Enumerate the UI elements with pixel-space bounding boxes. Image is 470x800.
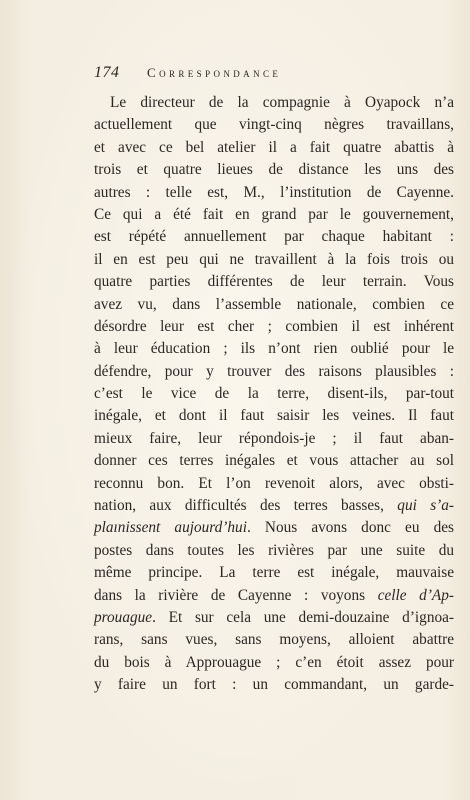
text-line: c’est le vice de la terre, disent-ils, par-tout: [94, 385, 454, 403]
italic-phrase: prouague: [94, 608, 153, 626]
text-line: actuellement que vingt-cinq nègres travaillans,: [94, 116, 454, 134]
text-line: défendre, pour y trouver des raisons plausibles :: [94, 362, 454, 380]
text-line: mieux faire, leur répondois-je ; il faut aban-: [94, 429, 454, 447]
text-line: reconnu bon. Et l’on revenoit alors, avec obsti-: [94, 474, 454, 492]
italic-phrase: plaınissent aujourd’hui: [94, 519, 247, 537]
text-line: [94, 607, 454, 629]
text-line: y faire un fort : un commandant, un garde-: [94, 676, 454, 694]
text-line: il en est peu qui ne travaillent à la fois trois ou: [94, 250, 454, 268]
italic-phrase: qui s’a-: [397, 497, 454, 515]
text-line: postes dans toutes les rivières par une suite du: [94, 541, 454, 559]
text-line: quatre parties différentes de leur terrain. Vous: [94, 273, 454, 291]
text-segment: . Nous avons donc eu des: [246, 519, 454, 537]
page-number: 174: [94, 64, 120, 81]
text-line: avez vu, dans l’assemble nationale, combien ce: [94, 295, 454, 313]
text-segment: nation, aux difficultés des terres basses,: [94, 497, 398, 515]
text-line: donner ces terres inégales et vous attacher au sol: [94, 452, 454, 470]
text-line: à leur éducation ; ils n’ont rien oublié pour le: [94, 340, 454, 358]
text-segment: dans la rivière de Cayenne : voyons: [94, 586, 378, 604]
text-line: désordre leur est cher ; combien il est inhérent: [94, 317, 454, 335]
text-segment: . Et sur cela une demi-douzaine d’ignoa-: [152, 608, 454, 626]
text-line: est répété annuellement par chaque habitant :: [94, 228, 454, 246]
text-line: autres : telle est, M., l’institution de Cayenne.: [94, 183, 454, 201]
text-line: [94, 585, 454, 607]
text-line: même principe. La terre est inégale, mauvaise: [94, 564, 454, 582]
text-line: et avec ce bel atelier il a fait quatre abattis à: [94, 138, 454, 156]
page-header: [94, 64, 454, 86]
running-title: Correspondance: [147, 65, 282, 80]
text-line: trois et quatre lieues de distance les uns des: [94, 161, 454, 179]
text-line: inégale, et dont il faut saisir les veines. Il faut: [94, 407, 454, 425]
text-line: rans, sans vues, sans moyens, alloient abattre: [94, 631, 454, 649]
text-line: du bois à Approuague ; c’en étoit assez pour: [94, 653, 454, 671]
text-line: [94, 495, 454, 517]
text-line: Ce qui a été fait en grand par le gouvernement,: [94, 205, 454, 223]
text-line: Le directeur de la compagnie à Oyapock n’a: [110, 94, 454, 111]
text-line: [94, 517, 454, 539]
italic-phrase: celle d’Ap-: [377, 586, 454, 604]
body-text: [94, 92, 454, 697]
